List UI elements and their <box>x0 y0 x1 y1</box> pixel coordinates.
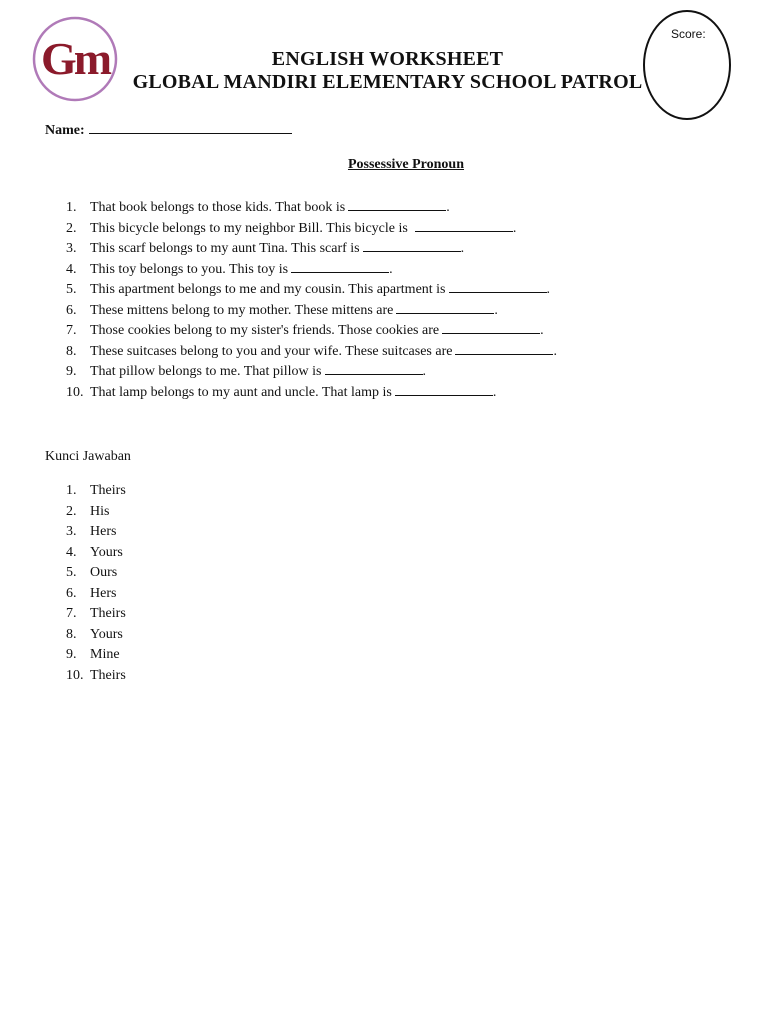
answer-text: Theirs <box>90 483 126 498</box>
answer-number: 3. <box>66 524 77 539</box>
answer-blank <box>455 341 553 355</box>
question-text: This apartment belongs to me and my cousin. This apartment is <box>90 282 446 297</box>
answer-item <box>66 584 126 605</box>
answer-blank <box>415 218 513 232</box>
answer-number: 5. <box>66 565 77 580</box>
answer-item <box>66 502 126 523</box>
question-number: 7. <box>66 323 77 338</box>
answer-text: Hers <box>90 585 117 601</box>
answer-blank <box>363 238 461 252</box>
question-text: These suitcases belong to you and your wife. These suitcases are <box>90 343 453 359</box>
answer-item <box>66 522 126 543</box>
question-number: 4. <box>66 261 77 277</box>
answer-blank <box>348 197 446 211</box>
question-item <box>66 320 557 341</box>
answer-item <box>66 563 126 584</box>
question-number: 3. <box>66 241 77 256</box>
answer-blank <box>395 382 493 396</box>
question-end: . <box>512 220 517 236</box>
answer-text: Yours <box>90 626 123 642</box>
question-end: . <box>492 384 497 400</box>
answer-item <box>66 481 126 502</box>
question-text: This bicycle belongs to my neighbor Bill. This bicycle is <box>90 220 408 236</box>
question-text: These mittens belong to my mother. These mittens are <box>90 302 394 318</box>
question-number: 5. <box>66 282 77 297</box>
question-text: That pillow belongs to me. That pillow is <box>90 364 322 379</box>
answer-blank <box>325 361 423 375</box>
question-item <box>66 361 557 382</box>
question-text: Those cookies belong to my sister's friends. Those cookies are <box>90 323 440 338</box>
answer-blank <box>291 259 389 273</box>
answer-number: 9. <box>66 647 77 662</box>
worksheet-header <box>110 48 665 94</box>
answer-item <box>66 645 126 666</box>
school-logo <box>32 16 118 102</box>
answer-item <box>66 666 126 687</box>
answer-text: Theirs <box>90 606 126 621</box>
answer-text: Theirs <box>90 667 126 683</box>
section-title: Possessive Pronoun <box>347 157 465 172</box>
answer-number: 6. <box>66 585 77 601</box>
question-number: 1. <box>66 200 77 215</box>
question-end: . <box>540 323 544 338</box>
question-number: 6. <box>66 302 77 318</box>
answer-item <box>66 543 126 564</box>
answer-number: 8. <box>66 626 77 642</box>
score-label: Score: <box>671 27 706 41</box>
answer-blank <box>442 320 540 334</box>
question-item <box>66 259 557 280</box>
answer-text: Hers <box>90 524 117 539</box>
question-item <box>66 382 557 403</box>
answer-number: 4. <box>66 544 77 560</box>
question-list <box>66 197 557 402</box>
name-blank <box>89 118 292 134</box>
answer-key-list <box>66 481 126 686</box>
question-end: . <box>546 282 551 297</box>
question-item <box>66 300 557 321</box>
answer-number: 1. <box>66 483 77 498</box>
question-text: That lamp belongs to my aunt and uncle. That lamp is <box>90 384 392 400</box>
question-end: . <box>389 261 393 277</box>
answer-item <box>66 604 126 625</box>
answer-number: 7. <box>66 606 77 621</box>
name-label: Name: <box>45 123 85 138</box>
answer-item <box>66 625 126 646</box>
question-number: 8. <box>66 343 77 359</box>
question-item <box>66 341 557 362</box>
school-name: GLOBAL MANDIRI ELEMENTARY SCHOOL PATROL <box>132 71 643 93</box>
question-text: This scarf belongs to my aunt Tina. This scarf is <box>90 241 360 256</box>
question-text: That book belongs to those kids. That book is <box>90 200 346 215</box>
answer-text: His <box>90 503 110 519</box>
question-item <box>66 197 557 218</box>
answer-text: Yours <box>90 544 123 560</box>
question-item <box>66 238 557 259</box>
answer-text: Ours <box>90 565 118 580</box>
answer-number: 10. <box>66 667 84 683</box>
name-field <box>45 118 292 139</box>
logo-text: Gm <box>40 33 110 84</box>
answer-key-label: Kunci Jawaban <box>45 449 131 464</box>
question-number: 10. <box>66 384 84 400</box>
question-end: . <box>422 364 426 379</box>
worksheet-title: ENGLISH WORKSHEET <box>271 48 504 70</box>
answer-number: 2. <box>66 503 77 519</box>
question-end: . <box>460 241 465 256</box>
question-end: . <box>494 302 498 318</box>
answer-text: Mine <box>90 647 120 662</box>
question-end: . <box>553 343 557 359</box>
question-item <box>66 218 557 239</box>
answer-blank <box>396 300 494 314</box>
question-text: This toy belongs to you. This toy is <box>90 261 289 277</box>
question-number: 2. <box>66 220 77 236</box>
question-end: . <box>446 200 450 215</box>
answer-blank <box>449 279 547 293</box>
question-item <box>66 279 557 300</box>
question-number: 9. <box>66 364 77 379</box>
